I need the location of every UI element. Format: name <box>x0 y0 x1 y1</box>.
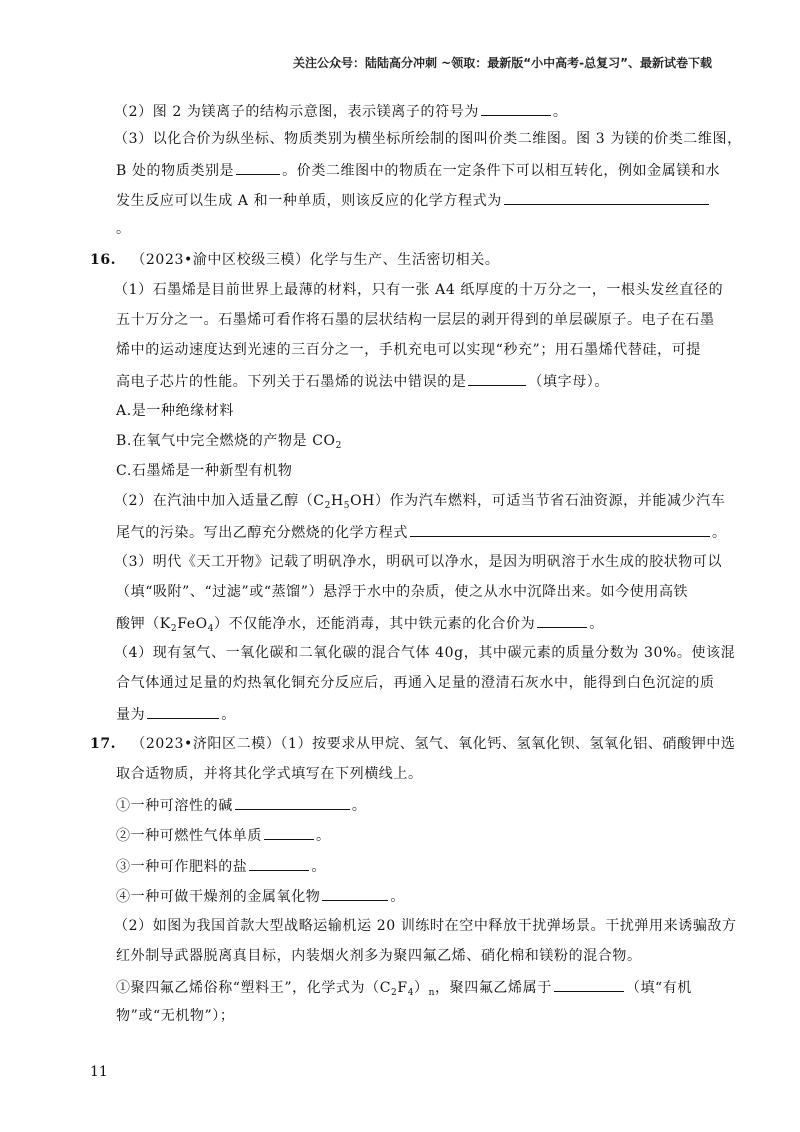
q16-option-a: A.是一种绝缘材料 <box>116 403 234 419</box>
q17-stem: 17. （2023•济阳区二模）（1）按要求从甲烷、氢气、氧化钙、氢氧化钡、氢氧化铝、硝酸钾中选 <box>90 736 736 752</box>
answer-blank[interactable] <box>504 190 709 205</box>
q15-part3-line4: 。 <box>116 221 131 237</box>
q17-part2-line4: 物”或“无机物”）； <box>116 1008 235 1024</box>
answer-blank[interactable] <box>481 101 551 116</box>
answer-blank[interactable] <box>249 856 309 871</box>
q16-option-c: C.石墨烯是一种新型有机物 <box>116 463 293 479</box>
q17-item-2: ②一种可燃性气体单质 。 <box>116 825 331 845</box>
q17-item-3: ③一种可作肥料的盐 。 <box>116 856 326 876</box>
q16-stem: 16. （2023•渝中区校级三模）化学与生产、生活密切相关。 <box>90 252 500 268</box>
q16-part4-line2: 合气体通过足量的灼热氧化铜充分反应后，再通入足量的澄清石灰水中，能得到白色沉淀的质 <box>116 675 715 691</box>
q17-part2-line2: 红外制导武器脱离真目标，内装烟火剂多为聚四氟乙烯、硝化棉和镁粉的混合物。 <box>116 948 642 964</box>
q17-part2-line3: ①聚四氟乙烯俗称“塑料王”，化学式为$(C_2F_4)_n$，聚四氟乙烯属于 （填“有机 <box>116 977 692 997</box>
answer-blank[interactable] <box>264 825 314 840</box>
answer-blank[interactable] <box>235 795 350 810</box>
q17-item-4: ④一种可做干燥剂的金属氧化物 。 <box>116 886 405 906</box>
answer-blank[interactable] <box>554 977 624 992</box>
page-number: 11 <box>90 1064 108 1080</box>
answer-blank[interactable] <box>537 613 587 628</box>
answer-blank[interactable] <box>236 160 280 175</box>
page-header: 关注公众号：陆陆高分冲刺 ~领取：最新版“小中高考-总复习”、最新试卷下载 <box>293 56 712 70</box>
q17-part1-line2: 取合适物质，并将其化学式填写在下列横线上。 <box>116 766 423 782</box>
q16-part3-line2: （填“吸附”、“过滤”或“蒸馏”）悬浮于水中的杂质，使之从水中沉降出来。如今使用高铁 <box>116 584 689 600</box>
q16-part4-line3: 量为 。 <box>116 704 236 724</box>
q16-part3-line3: 酸钾$(K_2FeO_4)$不仅能净水，还能消毒，其中铁元素的化合价为 。 <box>116 613 604 633</box>
q15-part3-line2: B 处的物质类别是 。价类二维图中的物质在一定条件下可以相互转化，例如金属镁和水 <box>116 160 720 180</box>
q16-part4-line1: （4）现有氢气、一氧化碳和二氧化碳的混合气体 40g，其中碳元素的质量分数为 30%。使该混 <box>114 645 736 661</box>
q16-part1-line1: （1）石墨烯是目前世界上最薄的材料，只有一张 A4 纸厚度的十万分之一，一根头发丝直径的 <box>114 282 724 298</box>
q16-part2-line2: 尾气的污染。写出乙醇充分燃烧的化学方程式 。 <box>116 522 727 542</box>
q15-part2: （2）图 2 为镁离子的结构示意图，表示镁离子的符号为 。 <box>114 101 568 121</box>
q15-part3-line1: （3）以化合价为纵坐标、物质类别为横坐标所绘制的图叫价类二维图。图 3 为镁的价类二维图， <box>114 131 742 147</box>
answer-blank[interactable] <box>147 704 219 719</box>
q16-option-b: B.在氧气中完全燃烧的产物是 $CO_2$ <box>116 433 342 451</box>
answer-blank[interactable] <box>322 886 388 901</box>
q16-part2-line1: （2）在汽油中加入适量乙醇$(C_2H_5OH)$作为汽车燃料，可适当节省石油资源，并能减少汽车 <box>114 493 726 511</box>
q16-part1-line3: 烯中的运动速度达到光速的三百分之一，手机充电可以实现“秒充”；用石墨烯代替硅，可提 <box>116 342 701 358</box>
q15-part3-line3: 发生反应可以生成 A 和一种单质，则该反应的化学方程式为 <box>116 190 711 210</box>
q17-item-1: ①一种可溶性的碱 。 <box>116 795 366 815</box>
answer-blank[interactable] <box>410 522 710 537</box>
q16-part1-line4: 高电子芯片的性能。下列关于石墨烯的说法中错误的是 （填字母）。 <box>116 371 609 391</box>
answer-blank[interactable] <box>468 371 526 386</box>
q16-part1-line2: 五十万分之一。石墨烯可看作将石墨的层状结构一层层的剥开得到的单层碳原子。电子在石墨 <box>116 312 715 328</box>
q17-part2-line1: （2）如图为我国首款大型战略运输机运 20 训练时在空中释放干扰弹场景。干扰弹用来诱骗敌方 <box>114 918 737 934</box>
q16-part3-line1: （3）明代《天工开物》记载了明矾净水，明矾可以净水，是因为明矾溶于水生成的胶状物可以 <box>114 554 723 570</box>
